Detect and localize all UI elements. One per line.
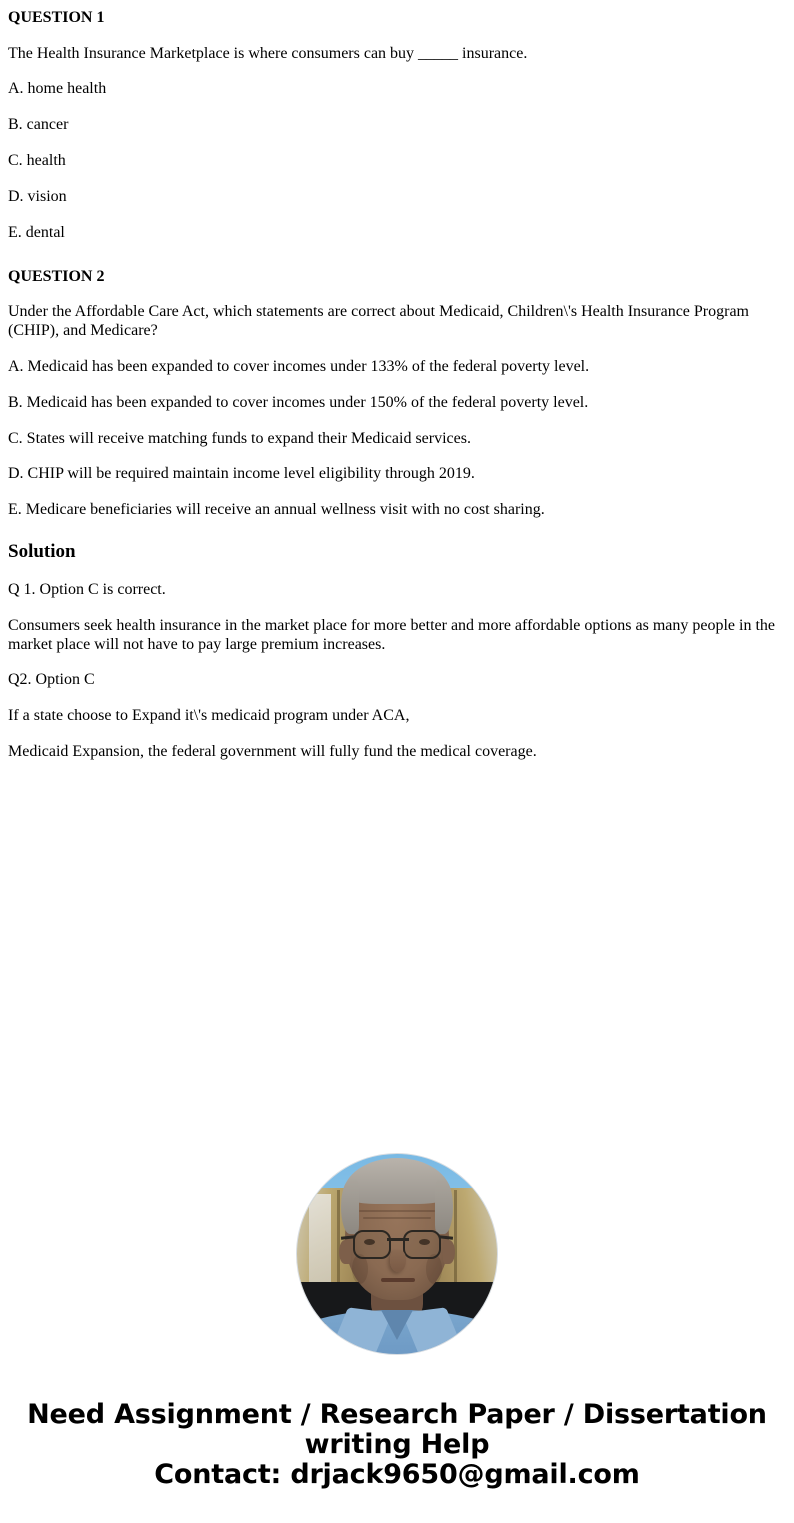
footer-line-1: Need Assignment / Research Paper / Dissertation (27, 1399, 767, 1430)
footer-line-3: Contact: drjack9650@gmail.com (154, 1459, 640, 1490)
solution-paragraph-3: Q2. Option C (8, 671, 95, 689)
avatar-photo (297, 1154, 497, 1354)
question-2-option-c: C. States will receive matching funds to expand their Medicaid services. (8, 429, 471, 447)
solution-paragraph-5: Medicaid Expansion, the federal government will fully fund the medical coverage. (8, 743, 537, 761)
solution-paragraph-4: If a state choose to Expand it\'s medicaid program under ACA, (8, 707, 410, 725)
avatar-background-seam-right (454, 1190, 457, 1294)
question-1-heading: QUESTION 1 (8, 9, 105, 26)
avatar-glasses-lens-right (403, 1230, 441, 1259)
avatar-background-panel-left (309, 1194, 331, 1292)
question-1-option-e: E. dental (8, 223, 65, 241)
question-1-option-d: D. vision (8, 188, 67, 206)
solution-heading: Solution (8, 541, 76, 563)
solution-paragraph-1: Q 1. Option C is correct. (8, 581, 166, 598)
footer-line-2: writing Help (304, 1429, 490, 1460)
footer-contact-banner (0, 1400, 794, 1490)
question-1-option-b: B. cancer (8, 116, 69, 134)
avatar-hair-left (341, 1180, 359, 1234)
solution-paragraph-2: Consumers seek health insurance in the market place for more better and more affordable options as many people in the market place will not have to pay large premium increases. (8, 616, 775, 653)
question-2-option-e: E. Medicare beneficiaries will receive an annual wellness visit with no cost sharing. (8, 501, 545, 519)
question-2-option-a: A. Medicaid has been expanded to cover incomes under 133% of the federal poverty level. (8, 357, 590, 375)
avatar-forehead-line-2 (363, 1217, 431, 1219)
avatar-hair-right (435, 1180, 453, 1234)
avatar-forehead-line-1 (359, 1210, 435, 1212)
question-1-stem: The Health Insurance Marketplace is where consumers can buy _____ insurance. (8, 44, 528, 62)
avatar-nose (390, 1250, 406, 1272)
avatar-background-seam-left (337, 1190, 340, 1294)
avatar-ear-right (443, 1240, 455, 1264)
avatar-ear-left (339, 1240, 351, 1264)
avatar-glasses-lens-left (353, 1230, 391, 1259)
question-2-option-b: B. Medicaid has been expanded to cover incomes under 150% of the federal poverty level. (8, 393, 589, 411)
question-2-heading: QUESTION 2 (8, 267, 105, 285)
avatar (297, 1154, 497, 1354)
question-2-stem: Under the Affordable Care Act, which statements are correct about Medicaid, Children\'s Health Insurance Program (CHIP), and Medicare? (8, 303, 749, 340)
avatar-glasses-bridge (387, 1238, 409, 1241)
avatar-mouth (381, 1278, 415, 1282)
question-2-option-d: D. CHIP will be required maintain income level eligibility through 2019. (8, 465, 475, 483)
question-1-option-c: C. health (8, 152, 66, 170)
question-1-option-a: A. home health (8, 80, 107, 98)
